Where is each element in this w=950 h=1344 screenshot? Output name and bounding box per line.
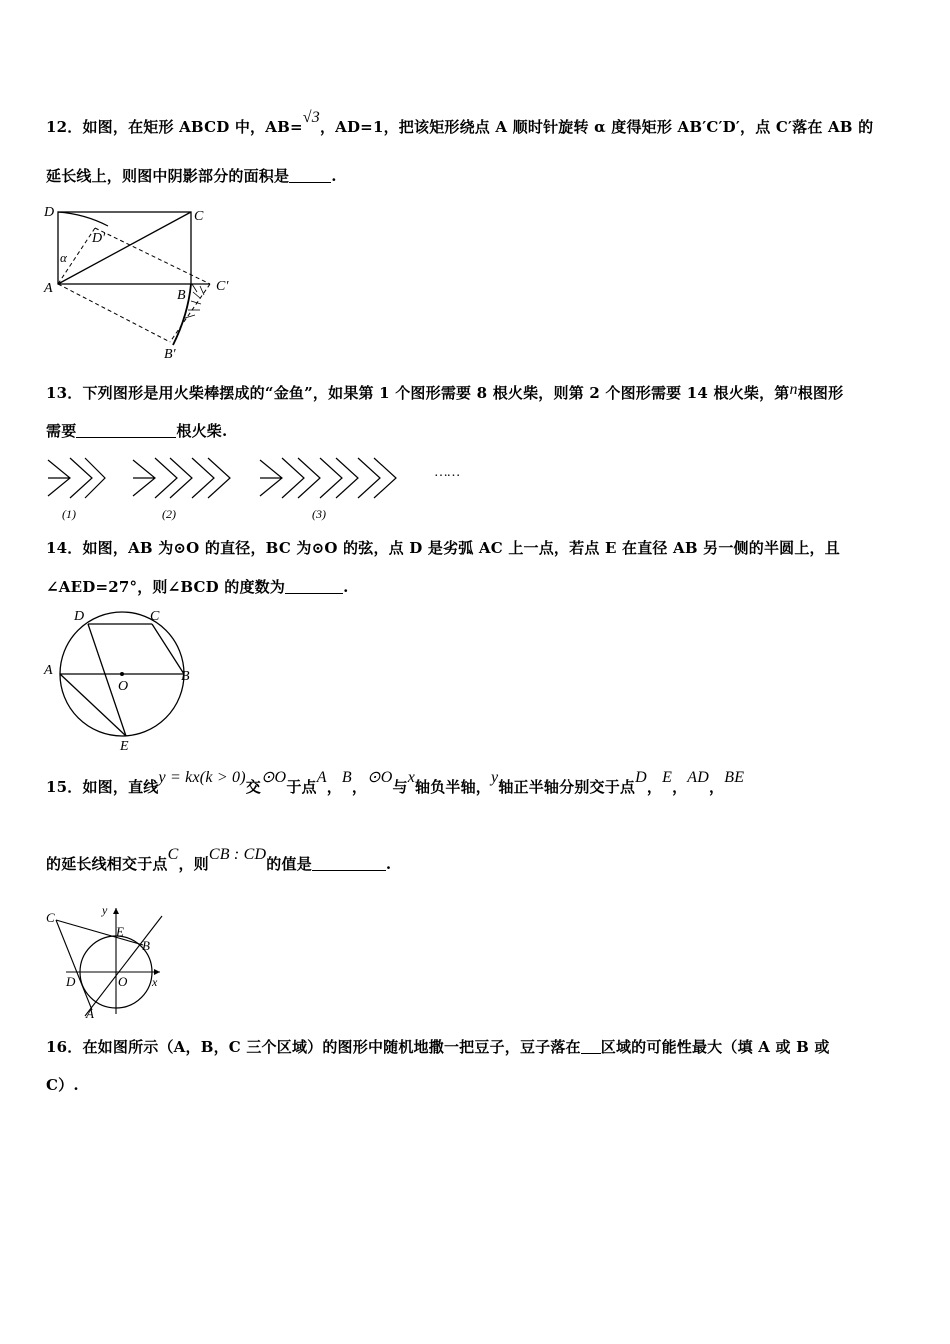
label-a: A bbox=[44, 663, 53, 678]
label-d-prime: D′ bbox=[92, 231, 106, 246]
goldfish-figure-3 bbox=[260, 458, 396, 498]
label-c: C bbox=[150, 609, 160, 624]
label-a: A bbox=[86, 1006, 94, 1020]
q13-line1: 13．下列图形是用火柴棒摆成的“金鱼”，如果第 1 个图形需要 8 根火柴，则第 2 个图形需要 14 根火柴，第n根图形 bbox=[46, 381, 844, 402]
answer-blank-q12 bbox=[289, 168, 331, 183]
answer-blank-q14 bbox=[285, 579, 343, 594]
q15-line1: 15．如图，直线y = kx(k > 0)交⊙O于点A，B，⊙O与x轴负半轴，y轴正半轴分别交于点D，E，AD，BE bbox=[46, 769, 745, 796]
q16-line2: C）. bbox=[46, 1076, 79, 1094]
label-b: B bbox=[142, 938, 150, 953]
y-axis-arrow bbox=[113, 908, 119, 914]
label-e: E bbox=[120, 739, 129, 754]
answer-blank-q13 bbox=[76, 423, 176, 438]
answer-blank-q16 bbox=[581, 1039, 601, 1054]
q14-line1: 14．如图，AB 为⊙O 的直径，BC 为⊙O 的弦，点 D 是劣弧 AC 上一点，若点 E 在直径 AB 另一侧的半圆上，且 bbox=[46, 539, 840, 557]
q12-line2: 延长线上，则图中阴影部分的面积是 . bbox=[46, 167, 337, 185]
diagonal-ac bbox=[58, 212, 191, 284]
label-c: C bbox=[46, 910, 55, 925]
label-c: C bbox=[194, 209, 204, 224]
label-b-prime: B′ bbox=[164, 347, 176, 362]
caption-1: (1) bbox=[62, 507, 76, 521]
arc-d-to-d-prime bbox=[58, 212, 108, 226]
label-o: O bbox=[118, 974, 128, 989]
label-o: O bbox=[118, 679, 129, 694]
goldfish-figure-2 bbox=[133, 458, 230, 498]
label-d: D bbox=[66, 974, 76, 989]
label-b: B bbox=[177, 288, 186, 303]
sqrt3-expression: √3 bbox=[302, 109, 320, 126]
q15-line2: 的延长线相交于点C，则CB : CD的值是 . bbox=[46, 846, 392, 873]
q14-figure bbox=[40, 602, 200, 754]
q16-line1: 16．在如图所示（A，B，C 三个区域）的图形中随机地撒一把豆子，豆子落在 区域的可能性最大（填 A 或 B 或 bbox=[46, 1038, 830, 1056]
label-e: E bbox=[116, 924, 124, 939]
q12-figure bbox=[40, 200, 240, 365]
caption-2: (2) bbox=[162, 507, 176, 521]
label-b: B bbox=[181, 669, 190, 684]
rotated-rectangle bbox=[58, 228, 210, 342]
goldfish-figure-1 bbox=[48, 458, 105, 498]
label-y: y bbox=[102, 903, 108, 917]
q13-line2: 需要 根火柴. bbox=[46, 422, 228, 440]
caption-3: (3) bbox=[312, 507, 326, 521]
label-x: x bbox=[152, 975, 158, 989]
label-c-prime: C′ bbox=[216, 279, 229, 294]
label-d: D bbox=[74, 609, 85, 624]
q15-figure bbox=[40, 900, 170, 1020]
label-alpha: α bbox=[60, 250, 67, 265]
answer-blank-q15 bbox=[312, 856, 386, 871]
label-d: D bbox=[44, 205, 55, 220]
q12-line1: 12．如图，在矩形 ABCD 中，AB=√3，AD=1，把该矩形绕点 A 顺时针旋转 α 度得矩形 AB′C′D′，点 C′落在 AB 的 bbox=[46, 109, 874, 136]
q13-figures bbox=[40, 448, 480, 526]
q14-line2: ∠AED=27°，则∠BCD 的度数为 . bbox=[46, 578, 349, 596]
line-ad-extended bbox=[56, 920, 92, 1010]
ellipsis: …… bbox=[435, 465, 460, 480]
center-point bbox=[120, 672, 124, 676]
line-be-extended bbox=[56, 920, 143, 945]
label-a: A bbox=[44, 281, 53, 296]
